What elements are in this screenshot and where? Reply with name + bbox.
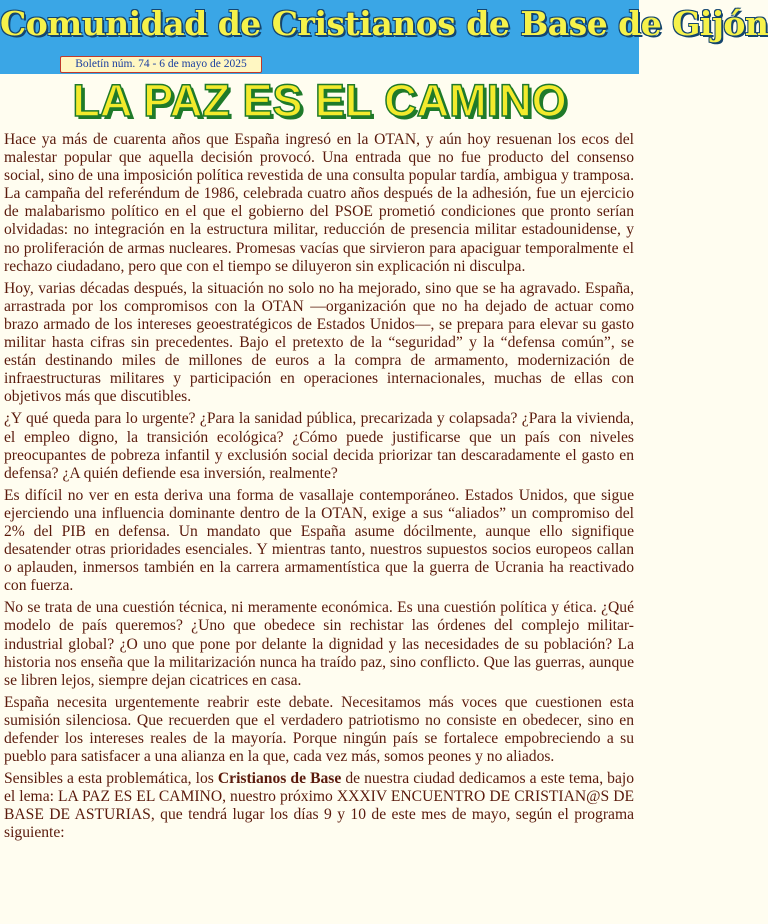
paragraph-4: Es difícil no ver en esta deriva una forma de vasallaje contemporáneo. Estados Unidos, que sigue ejerciendo una influencia dominante dentro de la OTAN, exige a sus “aliados” un compromiso del 2% del PIB en defensa. Un mandato que España asume dócilmente, aunque ello signifique desatender otras prioridades esenciales. Y mientras tanto, nuestros supuestos socios europeos callan o aplauden, inmersos también en la carrera armamentística que la guerra de Ucrania ha reactivado con fuerza.	[4, 486, 634, 595]
paragraph-6: España necesita urgentemente reabrir este debate. Necesitamos más voces que cuestionen esta sumisión silenciosa. Que recuerden que el verdadero patriotismo no consiste en obedecer, sino en defender los intereses reales de la mayoría. Porque ningún país se fortalece empobreciendo a su pueblo para satisfacer a una alianza en la que, cada vez más, somos peones y no aliados.	[4, 693, 634, 766]
org-title: Comunidad de Cristianos de Base de Gijón	[0, 4, 768, 43]
p7-end: de nuestra ciudad dedicamos a este tema, bajo el lema: LA PAZ ES EL CAMINO, nuestro próximo XXXIV ENCUENTRO DE CRISTIAN@S DE BASE DE ASTURIAS, que tendrá lugar los días 9 y 10 de este mes de mayo, según el programa siguiente:	[4, 770, 634, 842]
paragraph-3: ¿Y qué queda para lo urgente? ¿Para la sanidad pública, precarizada y colapsada? ¿Para la vivienda, el empleo digno, la transición ecológica? ¿Cómo puede justificarse que un país con niveles preocupantes de pobreza infantil y exclusión social decida priorizar tan descaradamente el gasto en defensa? ¿A quién defiende esa inversión, realmente?	[4, 410, 634, 482]
p7-start: Sensibles a esta problemática, los	[4, 770, 218, 788]
bulletin-badge: Boletín núm. 74 - 6 de mayo de 2025	[60, 56, 262, 73]
paragraph-7	[4, 770, 634, 842]
article-body	[4, 131, 634, 847]
paragraph-2: Hoy, varias décadas después, la situación no solo no ha mejorado, sino que se ha agravado. España, arrastrada por los compromisos con la OTAN —organización que no ha dejado de actuar como brazo armado de los intereses geoestratégicos de Estados Unidos—, se prepara para elevar su gasto militar hasta cifras sin precedentes. Bajo el pretexto de la “seguridad” y la “defensa común”, se están destinando miles de millones de euros a la compra de armamento, modernización de infraestructuras militares y participación en operaciones internacionales, muchas de ellas con objetivos más que discutibles.	[4, 279, 634, 406]
headline: LA PAZ ES EL CAMINO	[72, 75, 567, 126]
p7-bold: Cristianos de Base	[217, 770, 342, 788]
header-banner	[0, 0, 768, 74]
paragraph-1: Hace ya más de cuarenta años que España ingresó en la OTAN, y aún hoy resuenan los ecos del malestar popular que aquella decisión provocó. Una entrada que no fue producto del consenso social, sino de una imposición política revestida de una consulta popular tardía, ambigua y tramposa. La campaña del referéndum de 1986, celebrada cuatro años después de la adhesión, fue un ejercicio de malabarismo político en el que el gobierno del PSOE prometió condiciones que pronto serían olvidadas: no integración en la estructura militar, reducción de presencia militar estadounidense, y no proliferación de armas nucleares. Promesas vacías que sirvieron para apaciguar temporalmente el rechazo ciudadano, pero que con el tiempo se diluyeron sin explicación ni disculpa.	[4, 131, 634, 275]
paragraph-5: No se trata de una cuestión técnica, ni meramente económica. Es una cuestión política y ética. ¿Qué modelo de país queremos? ¿Uno que obedece sin rechistar las órdenes del complejo militar-industrial global? ¿O uno que pone por delante la dignidad y las necesidades de su población? La historia nos enseña que la militarización nunca ha traído paz, sino conflicto. Que las guerras, aunque se libren lejos, siempre dejan cicatrices en casa.	[4, 599, 634, 689]
